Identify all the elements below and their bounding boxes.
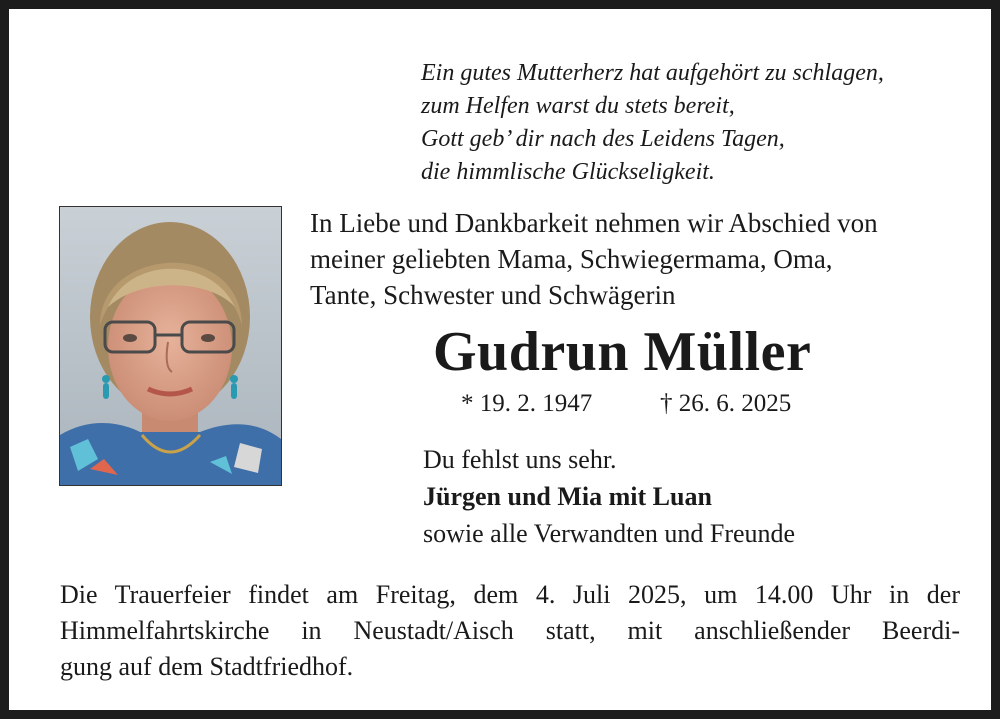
farewell-line: Tante, Schwester und Schwägerin [310,280,676,310]
portrait-photo [59,206,282,486]
death-date: † 26. 6. 2025 [660,390,792,417]
announcement-line: gung auf dem Stadtfriedhof. [60,652,354,681]
poem-line: Gott geb’ dir nach des Leidens Tagen, [421,126,785,152]
poem-line: Ein gutes Mutterherz hat aufgehört zu schlagen, [421,60,884,86]
announcement-line: Himmelfahrtskirche in Neustadt/Aisch statt, mit anschließender Beerdi- [60,616,960,645]
birth-date: * 19. 2. 1947 [461,390,593,417]
farewell-text [310,205,878,313]
portrait-photo-icon [60,207,281,485]
poem-line: zum Helfen warst du stets bereit, [421,93,735,119]
closing-line: sowie alle Verwandten und Freunde [423,519,796,548]
deceased-name: Gudrun Müller [433,321,812,383]
farewell-line: meiner geliebten Mama, Schwiegermama, Oma, [310,244,833,274]
closing-line: Du fehlst uns sehr. [423,445,617,474]
poem [421,57,884,189]
funeral-announcement [60,577,960,685]
announcement-line: Die Trauerfeier findet am Freitag, dem 4. Juli 2025, um 14.00 Uhr in der [60,580,960,609]
farewell-line: In Liebe und Dankbarkeit nehmen wir Abschied von [310,208,878,238]
closing-text [423,441,795,552]
poem-line: die himmlische Glückseligkeit. [421,159,715,185]
mourners-names: Jürgen und Mia mit Luan [423,482,712,511]
